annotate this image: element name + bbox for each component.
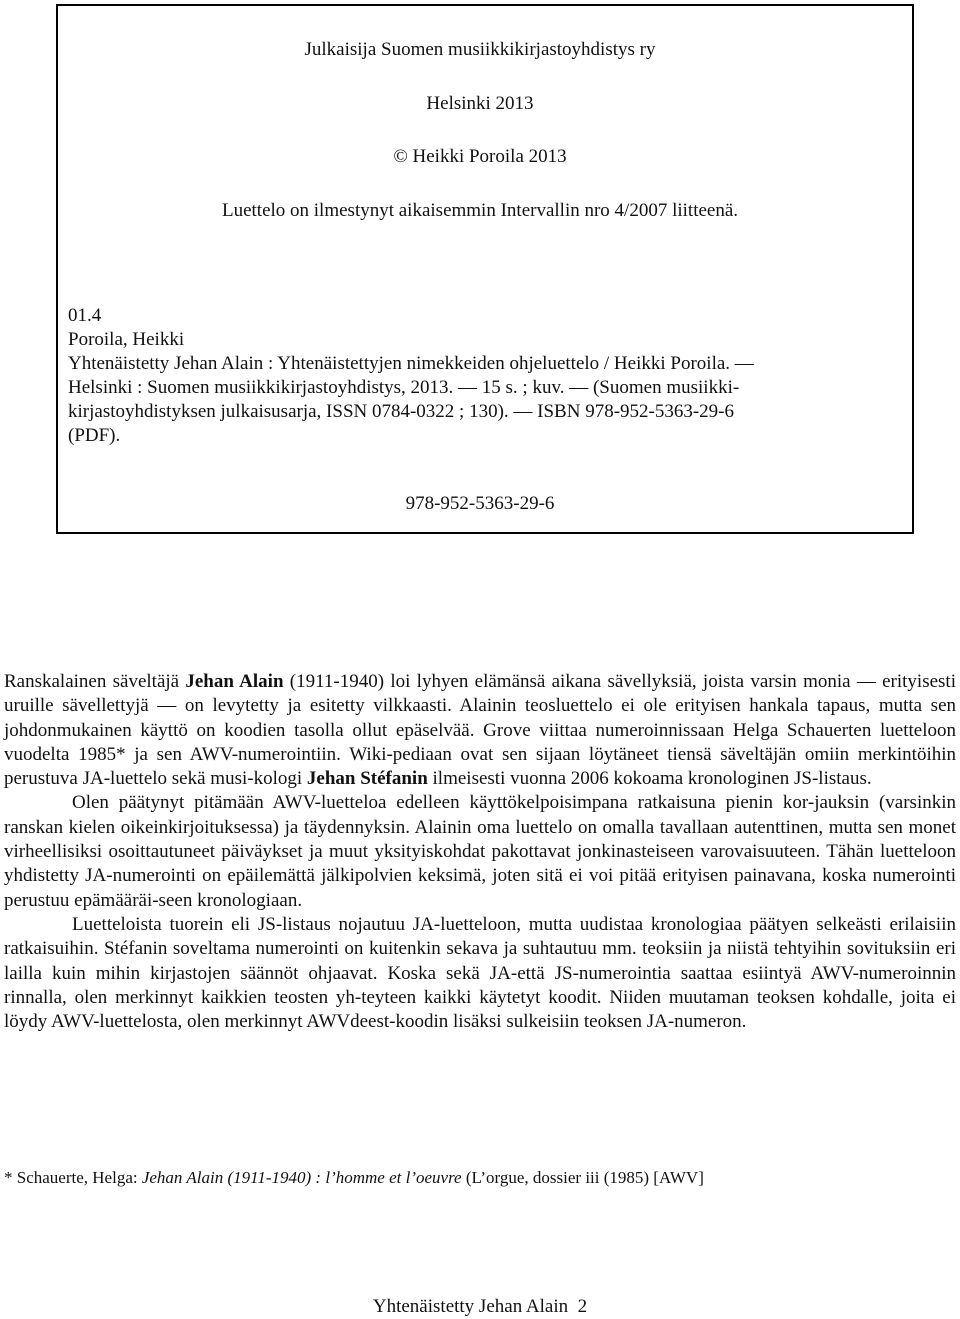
copyright-line: © Heikki Poroila 2013 xyxy=(393,146,567,167)
catalog-line: Helsinki : Suomen musiikkikirjastoyhdistys, 2013. — 15 s. ; kuv. — (Suomen musiikki- xyxy=(68,377,740,398)
catalog-author: Poroila, Heikki xyxy=(68,329,185,350)
catalog-line: Yhtenäistetty Jehan Alain : Yhtenäistettyjen nimekkeiden ohjeluettelo / Heikki Poroila. — xyxy=(68,353,754,374)
catalog-line: kirjastoyhdistyksen julkaisusarja, ISSN 0784-0322 ; 130). — ISBN 978-952-5363-29-6 xyxy=(68,401,735,422)
isbn-line: 978-952-5363-29-6 xyxy=(405,493,555,514)
paragraph-3: Luetteloista tuorein eli JS-listaus nojautuu JA-luetteloon, mutta uudistaa kronologiaa päätyen selkeästi erilaisiin ratkaisuihin. Stéfanin soveltama numerointi on kuitenkin sekava ja suhtautuu mm. teoksiin ja niistä tehtyihin sovituksiin eri lailla kuin mihin kirjastojen säännöt ohjaavat. Koska sekä JA-että JS-numerointia saattaa esiintyä AWV-numeroinnin rinnalla, olen merkinnyt kaikkien teosten yh-teyteen kaikki käytetyt koodit. Niiden muutaman teoksen kohdalle, joita ei löydy AWV-luettelosta, olen merkinnyt AWVdeest-koodin lisäksi sulkeisiin teoksen JA-numeron. xyxy=(4,913,956,1033)
catalog-line: (PDF). xyxy=(68,425,121,446)
paragraph-2: Olen päätynyt pitämään AWV-luetteloa edelleen käyttökelpoisimpana ratkaisuna pienin kor-jauksin (varsinkin ranskan kielen oikeinkirjoituksessa) ja täydennyksin. Alainin oma luettelo on omalla tavallaan autenttinen, mutta sen monet virheellisiksi osoittautuneet päiväykset ja muut yksityiskohdat pakottavat jonkinasteiseen varovaisuuteen. Tähän luetteloon yhdistetty JA-numerointi on epäilemättä jälkipolvien keksimä, joten sitä ei voi pitää erityisen painavana, koska numerointi perustuu epämääräi-seen kronologiaan. xyxy=(4,792,956,911)
class-code: 01.4 xyxy=(68,305,102,326)
running-title: Yhtenäistetty Jehan Alain xyxy=(372,1296,569,1317)
introduction-text xyxy=(4,670,956,1034)
previous-publication-note: Luettelo on ilmestynyt aikaisemmin Intervallin nro 4/2007 liitteenä. xyxy=(221,200,739,221)
paragraph-1: Ranskalainen säveltäjä Jehan Alain (1911-1940) loi lyhyen elämänsä aikana sävellyksiä, joista varsin monia — erityisesti uruille sävellettyjä — on levytetty ja esitetty vilkkaasti. Alainin teosluettelo ei ole erityisen hankala tapaus, mutta sen johdonmukainen käyttö on koodien tasolla ollut epäselvää. Grove viittaa numeroinnissaan Helga Schauerten luetteloon vuodelta 1985* ja sen AWV-numerointiin. Wiki-pediaan ovat sen sijaan löytäneet tiensä säveltäjän omiin merkintöihin perustuva JA-luettelo sekä musi-kologi Jehan Stéfanin ilmeisesti vuonna 2006 kokoama kronologinen JS-listaus. xyxy=(4,671,956,790)
place-year-line: Helsinki 2013 xyxy=(426,93,534,114)
footnote: * Schauerte, Helga: Jehan Alain (1911-1940) : l’homme et l’oeuvre (L’orgue, dossier iii (1985) [AWV] xyxy=(4,1168,704,1187)
page-footer xyxy=(0,1295,960,1319)
musicologist-name: Jehan Stéfanin xyxy=(306,768,428,790)
catalog-record xyxy=(68,304,908,448)
footnote-title: Jehan Alain (1911-1940) : l’homme et l’oeuvre xyxy=(141,1168,462,1187)
imprint-box xyxy=(56,4,914,534)
publisher-line: Julkaisija Suomen musiikkikirjastoyhdistys ry xyxy=(304,39,656,60)
page-number: 2 xyxy=(577,1296,588,1317)
composer-name: Jehan Alain xyxy=(185,671,284,692)
